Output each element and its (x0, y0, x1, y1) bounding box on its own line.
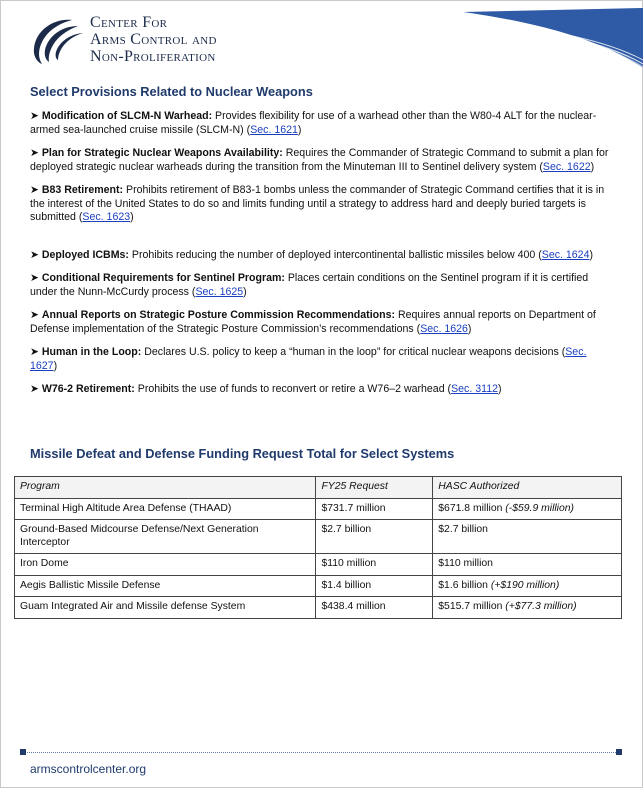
arrow-bullet-icon: ➤ (30, 248, 42, 261)
funding-heading: Missile Defeat and Defense Funding Request Total for Select Systems (30, 446, 455, 461)
table-row (15, 520, 622, 554)
cell-authorized (433, 554, 622, 576)
arrow-bullet-icon: ➤ (30, 346, 42, 358)
org-logo[interactable] (28, 14, 217, 70)
provision-tail: ) (53, 359, 58, 372)
provision-title: Plan for Strategic Nuclear Weapons Availability: (41, 147, 283, 159)
authorized-delta: (+$77.3 million) (505, 601, 577, 612)
cell-authorized (433, 498, 622, 520)
provision-tail: ) (497, 383, 502, 395)
section-link[interactable]: Sec. 1626 (420, 322, 468, 335)
provision-tail: ) (590, 160, 595, 173)
cell-program: Guam Integrated Air and Missile defense System (15, 597, 316, 619)
provision-title: W76-2 Retirement: (41, 383, 135, 395)
footer-dot-left (20, 749, 26, 755)
table-row (15, 554, 622, 576)
provision-tail: ) (297, 123, 302, 136)
section-link[interactable]: Sec. 1624 (541, 248, 590, 261)
authorized-delta: (+$190 million) (490, 579, 560, 591)
provision-text: Prohibits the use of funds to reconvert or retire a W76–2 warhead ( (134, 383, 452, 395)
footer-website-link[interactable]: armscontrolcenter.org (30, 762, 147, 776)
provision-tail: ) (243, 285, 247, 298)
org-name-line1: Center For (90, 14, 168, 31)
org-name (90, 14, 217, 65)
provision-item (30, 147, 615, 174)
provision-item (30, 383, 615, 397)
provision-tail: ) (130, 211, 134, 223)
section-link[interactable]: Sec. 1625 (195, 285, 244, 298)
arrow-bullet-icon: ➤ (30, 309, 42, 321)
provision-tail: ) (589, 248, 593, 261)
provision-item (30, 110, 615, 137)
cell-authorized (433, 520, 622, 554)
provision-item (30, 272, 615, 299)
provision-item (30, 309, 615, 336)
section-link[interactable]: Sec. 1621 (250, 123, 298, 136)
cell-program: Ground-Based Midcourse Defense/Next Generation Interceptor (15, 520, 316, 554)
provision-item (30, 184, 615, 225)
provision-text: Places certain conditions on the Sentinel program if it is certified under the Nunn-McCurdy process ( (30, 272, 589, 298)
provision-title: Modification of SLCM-N Warhead: (41, 110, 213, 122)
section-link[interactable]: Sec. 1627 (30, 346, 587, 372)
arrow-bullet-icon: ➤ (30, 383, 42, 395)
authorized-amount: $671.8 million (438, 502, 503, 514)
table-row (15, 498, 622, 520)
section-link[interactable]: Sec. 1622 (542, 160, 591, 173)
logo-arcs-icon (28, 14, 86, 66)
column-header-authorized: HASC Authorized (433, 477, 622, 499)
provision-text: Declares U.S. policy to keep a “human in the loop” for critical nuclear weapons decisions ( (141, 346, 566, 358)
arrow-bullet-icon: ➤ (30, 147, 42, 159)
provision-title: Deployed ICBMs: (41, 248, 129, 261)
authorized-amount: $1.6 billion (438, 579, 488, 591)
footer-divider (22, 752, 622, 753)
authorized-amount: $110 million (438, 558, 493, 569)
provisions-heading: Select Provisions Related to Nuclear Weapons (30, 84, 313, 99)
provision-text: Prohibits retirement of B83-1 bombs unless the commander of Strategic Command certifies that it is in the interest of the United States to do so and limits funding until a strategy to address hard and deeply buried targets is submitted ( (30, 184, 605, 223)
cell-request: $110 million (316, 554, 433, 576)
org-name-line3: Non-Proliferation (90, 48, 216, 65)
provision-text: Provides flexibility for use of a warhead other than the W80-4 ALT for the nuclear-armed sea-launched cruise missile (SLCM-N) ( (30, 110, 597, 136)
cell-request: $1.4 billion (316, 575, 433, 597)
provision-text: Prohibits reducing the number of deployed intercontinental ballistic missiles below 400 ( (128, 248, 542, 261)
table-row (15, 597, 622, 619)
section-link[interactable]: Sec. 1623 (82, 211, 131, 223)
provision-text: Requires the Commander of Strategic Command to submit a plan for deployed strategic nuclear warheads during the transition from the Minuteman III to Sentinel delivery system ( (30, 147, 609, 173)
cell-authorized (433, 575, 622, 597)
corner-stripes-decoration (463, 8, 643, 68)
table-row (15, 575, 622, 597)
provision-title: Annual Reports on Strategic Posture Commission Recommendations: (41, 309, 396, 321)
arrow-bullet-icon: ➤ (30, 110, 42, 122)
table-header-row (15, 477, 622, 499)
funding-table (14, 476, 622, 619)
provision-title: Conditional Requirements for Sentinel Program: (41, 272, 285, 284)
provision-tail: ) (467, 322, 472, 335)
cell-authorized (433, 597, 622, 619)
provisions-list (30, 110, 615, 397)
cell-request: $731.7 million (316, 498, 433, 520)
arrow-bullet-icon: ➤ (30, 272, 42, 284)
provision-item (30, 346, 615, 373)
section-link[interactable]: Sec. 3112 (451, 383, 498, 395)
provision-title: Human in the Loop: (41, 346, 142, 358)
provision-title: B83 Retirement: (41, 184, 124, 196)
authorized-amount: $2.7 billion (438, 524, 488, 535)
column-header-request: FY25 Request (316, 477, 433, 499)
provision-text: Requires annual reports on Department of Defense implementation of the Strategic Posture Commission’s recommendations ( (30, 309, 596, 335)
footer-dot-right (616, 749, 622, 755)
authorized-amount: $515.7 million (438, 601, 503, 612)
column-header-program: Program (15, 477, 316, 499)
cell-program: Iron Dome (15, 554, 316, 576)
cell-program: Terminal High Altitude Area Defense (THAAD) (15, 498, 316, 520)
provision-item (30, 249, 615, 263)
arrow-bullet-icon: ➤ (30, 184, 42, 196)
cell-program: Aegis Ballistic Missile Defense (15, 575, 316, 597)
authorized-delta: (-$59.9 million) (505, 502, 575, 514)
cell-request: $438.4 million (316, 597, 433, 619)
org-name-line2: Arms Control and (90, 31, 217, 48)
cell-request: $2.7 billion (316, 520, 433, 554)
